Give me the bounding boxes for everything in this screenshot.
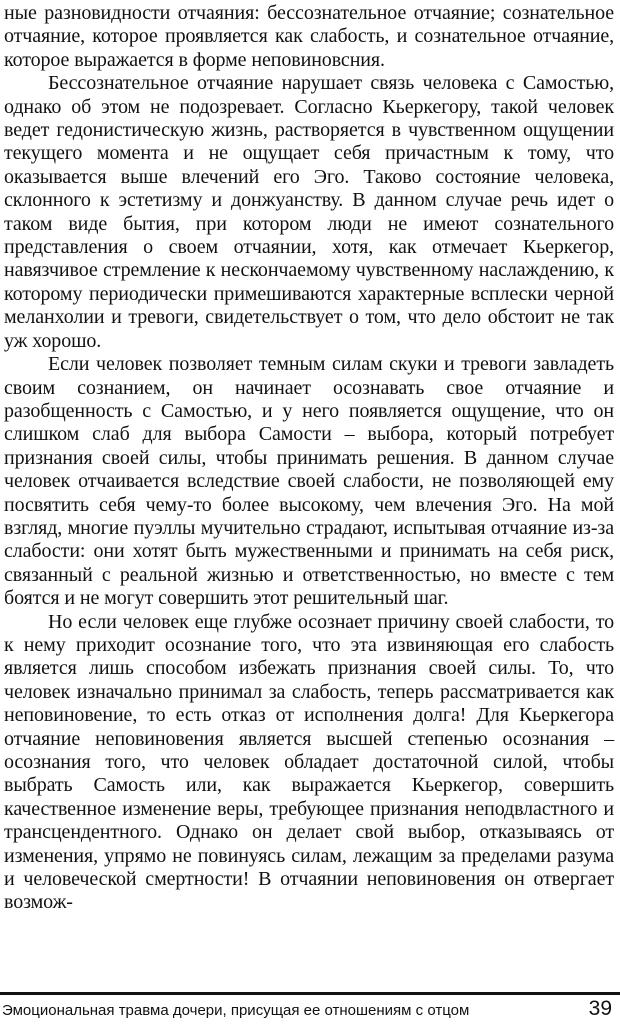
paragraph-continued: ные разновидности отчаяния: бессознательное отчаяние; сознательное отчаяние, которое проявляется как слабость, и сознательное отчаяние, которое выражается в форме неповиновсния.: [4, 2, 614, 71]
page-number: 39: [588, 997, 612, 1020]
paragraph-despair-of-weakness: Если человек позволяет темным силам скуки и тревоги завладеть своим сознанием, он начинает осознавать свое отчаяние и разобщенность с Самостью, и у него появляется ощущение, что он слишком слаб для выбора Самости – выбора, который потребует признания своей силы, чтобы принимать решения. В данном случае человек отчаивается вследствие своей слабости, не позволяющей ему посвятить себя чему-то более высокому, чем влечения Эго. На мой взгляд, многие пуэллы мучительно страдают, испытывая отчаяние из-за слабости: они хотят быть мужественными и принимать на себя риск, связанный с реальной жизнью и ответственностью, но вместе с тем боятся и не могут совершить этот решительный шаг.: [4, 353, 614, 610]
footer-divider: [0, 992, 620, 995]
paragraph-unconscious-despair: Бессознательное отчаяние нарушает связь человека с Самостью, однако об этом не подозревает. Согласно Кьеркегору, такой человек ведет гедонистическую жизнь, растворяется в чувственном ощущении текущего момента и не ощущает себя причастным к тому, что оказывается выше влечений его Эго. Таково состояние человека, склонного к эстетизму и донжуанству. В данном случае речь идет о таком виде бытия, при котором люди не имеют сознательного представления о своем отчаянии, хотя, как отмечает Кьеркегор, навязчивое стремление к нескончаемому чувственному наслаждению, к которому периодически примешиваются характерные всплески черной меланхолии и тревоги, свидетельствует о том, что дело обстоит не так уж хорошо.: [4, 72, 614, 352]
running-footer-title: Эмоциональная травма дочери, присущая ее отношениям с отцом: [2, 1002, 470, 1019]
paragraph-despair-of-defiance: Но если человек еще глубже осознает причину своей слабости, то к нему приходит осознание того, что эта извиняющая его слабость является лишь способом избежать признания своей силы. То, что человек изначально принимал за слабость, теперь рассматривается как неповиновение, то есть отказ от исполнения долга! Для Кьеркегора отчаяние неповиновения является высшей степенью осознания – осознания того, что человек обладает достаточной силой, чтобы выбрать Самость или, как выражается Кьеркегор, совершить качественное изменение веры, требующее признания неподвластного и трансцендентного. Однако он делает свой выбор, отказываясь от изменения, упрямо не повинуясь силам, лежащим за пределами разума и человеческой смертности! В отчаянии неповиновения он отвергает возмож-: [4, 610, 614, 914]
body-text: [4, 2, 614, 915]
